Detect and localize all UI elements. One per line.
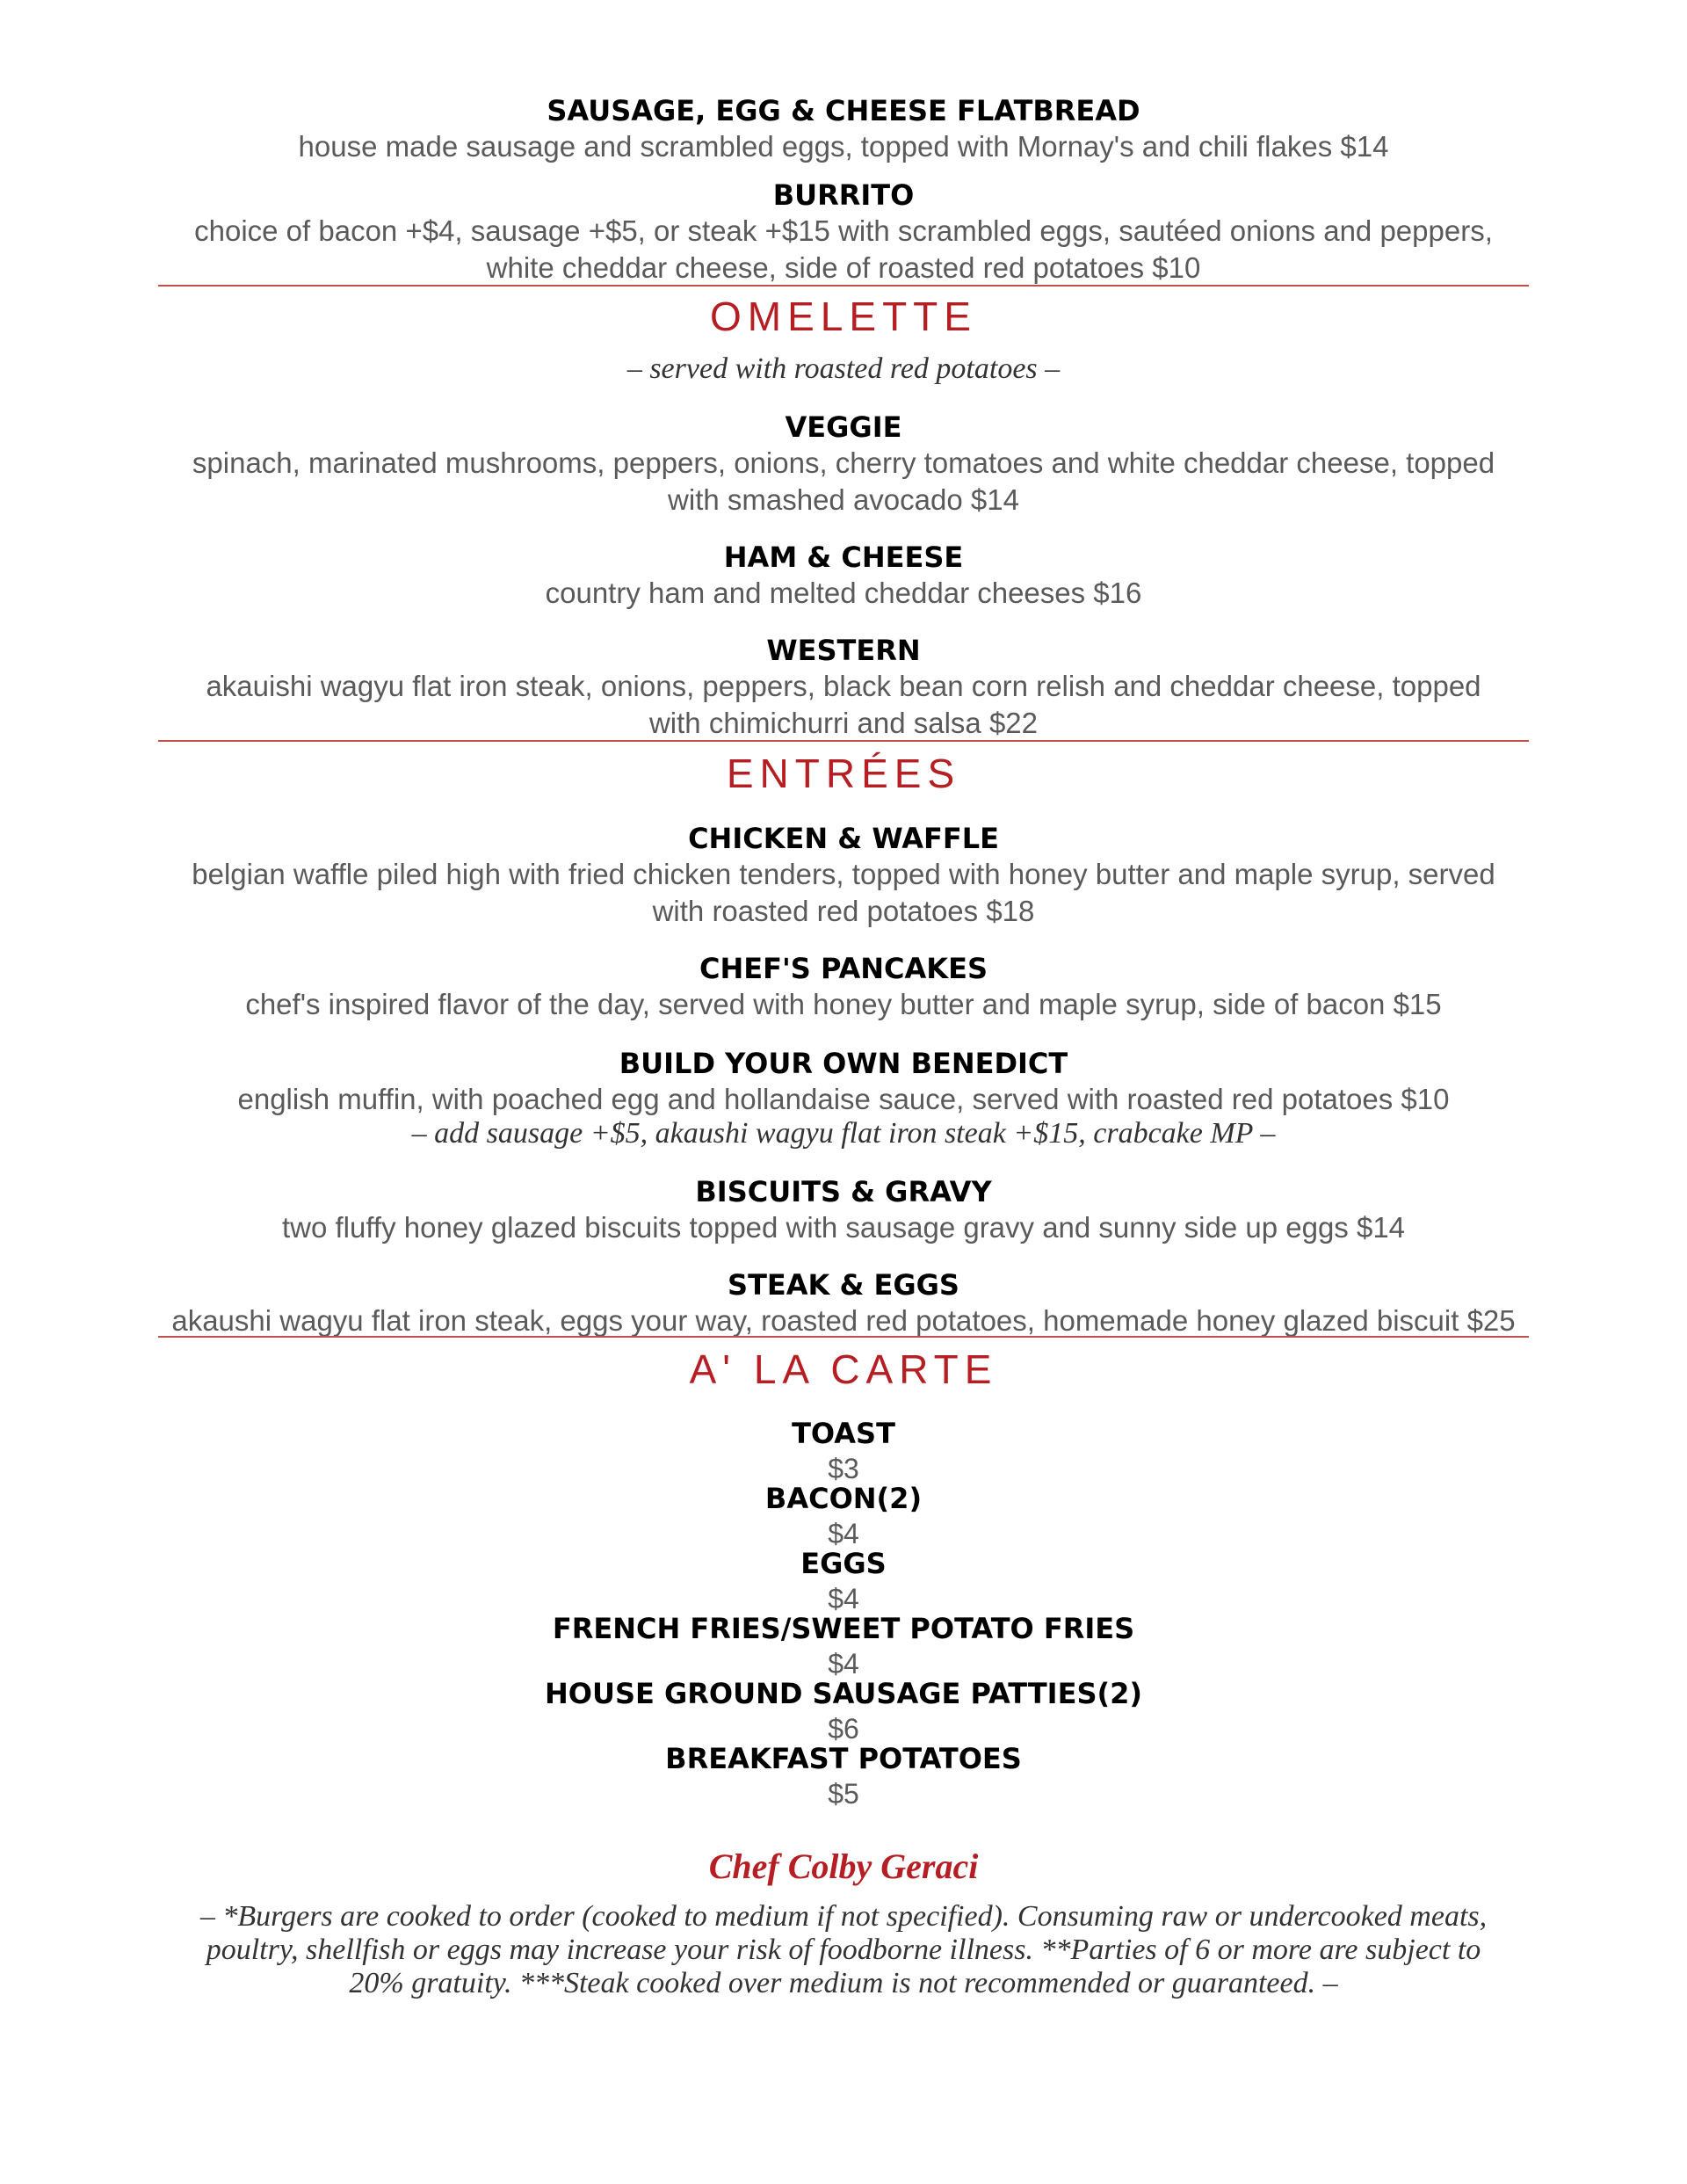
item-name-biscuits-gravy: BISCUITS & GRAVY [695,1175,992,1208]
section-divider [158,740,1529,742]
item-name-steak-eggs: STEAK & EGGS [728,1268,959,1302]
omelette-note: – served with roasted red potatoes – [626,352,1061,385]
item-name-ham-cheese: HAM & CHEESE [723,541,964,574]
alc-item-name-toast: TOAST [792,1417,895,1450]
alc-item-name-sausage-patties: HOUSE GROUND SAUSAGE PATTIES(2) [545,1677,1142,1710]
item-description-steak-eggs: akaushi wagyu flat iron steak, eggs your way, roasted red potatoes, homemade honey glazed biscuit $25 [171,1304,1516,1337]
item-description-western: akauishi wagyu flat iron steak, onions, peppers, black bean corn relish and cheddar cheese, topped with chimichurri and salsa $22 [206,670,1481,739]
item-name-veggie: VEGGIE [785,410,902,444]
alc-item-price-fries: $4 [828,1648,859,1680]
benedict-addons-note: – add sausage +$5, akaushi wagyu flat iron steak +$15, crabcake MP – [411,1117,1276,1150]
section-title-entrees: ENTRÉES [726,751,961,796]
alc-item-name-breakfast-potatoes: BREAKFAST POTATOES [665,1742,1022,1775]
alc-item-name-fries: FRENCH FRIES/SWEET POTATO FRIES [552,1612,1135,1645]
item-name-chicken-waffle: CHICKEN & WAFFLE [688,822,999,855]
alc-item-name-bacon: BACON(2) [764,1482,923,1515]
section-title-omelette: OMELETTE [710,294,977,339]
disclaimer: – *Burgers are cooked to order (cooked to medium if not specified). Consuming raw or undercooked meats, poultry, shellfish or eggs may increase your risk of foodborne illness. **Parties of 6 or more are subject to 20% gratuity. ***Steak cooked over medium is not recommended or guaranteed. – [199,1900,1488,1999]
alc-item-price-bacon: $4 [828,1518,859,1549]
section-divider [158,1336,1529,1338]
item-description-chicken-waffle: belgian waffle piled high with fried chicken tenders, topped with honey butter and maple syrup, served with roasted red potatoes $18 [192,858,1495,927]
alc-item-price-toast: $3 [828,1453,859,1484]
item-name-burrito: BURRITO [772,178,915,212]
item-description-benedict: english muffin, with poached egg and hollandaise sauce, served with roasted red potatoes $10 [237,1083,1450,1115]
chef-signature: Chef Colby Geraci [708,1847,979,1886]
alc-item-price-eggs: $4 [828,1583,859,1614]
item-name-flatbread: SAUSAGE, EGG & CHEESE FLATBREAD [547,94,1140,127]
item-description-burrito: choice of bacon +$4, sausage +$5, or steak +$15 with scrambled eggs, sautéed onions and peppers, white cheddar cheese, side of roasted red potatoes $10 [194,214,1493,284]
item-description-veggie: spinach, marinated mushrooms, peppers, onions, cherry tomatoes and white cheddar cheese, topped with smashed avocado $14 [192,446,1495,516]
item-description-chefs-pancakes: chef's inspired flavor of the day, served with honey butter and maple syrup, side of bacon $15 [245,988,1442,1020]
section-divider [158,285,1529,287]
item-name-chefs-pancakes: CHEF'S PANCAKES [699,952,988,985]
alc-item-price-sausage-patties: $6 [828,1713,859,1745]
alc-item-price-breakfast-potatoes: $5 [828,1778,859,1810]
item-name-western: WESTERN [766,634,921,667]
section-title-a-la-carte: A' LA CARTE [689,1346,998,1392]
item-description-biscuits-gravy: two fluffy honey glazed biscuits topped with sausage gravy and sunny side up eggs $14 [281,1211,1406,1244]
item-name-benedict: BUILD YOUR OWN BENEDICT [619,1047,1068,1080]
item-description-ham-cheese: country ham and melted cheddar cheeses $16 [545,577,1142,609]
item-description-flatbread: house made sausage and scrambled eggs, topped with Mornay's and chili flakes $14 [298,130,1389,163]
alc-item-name-eggs: EGGS [800,1547,887,1580]
